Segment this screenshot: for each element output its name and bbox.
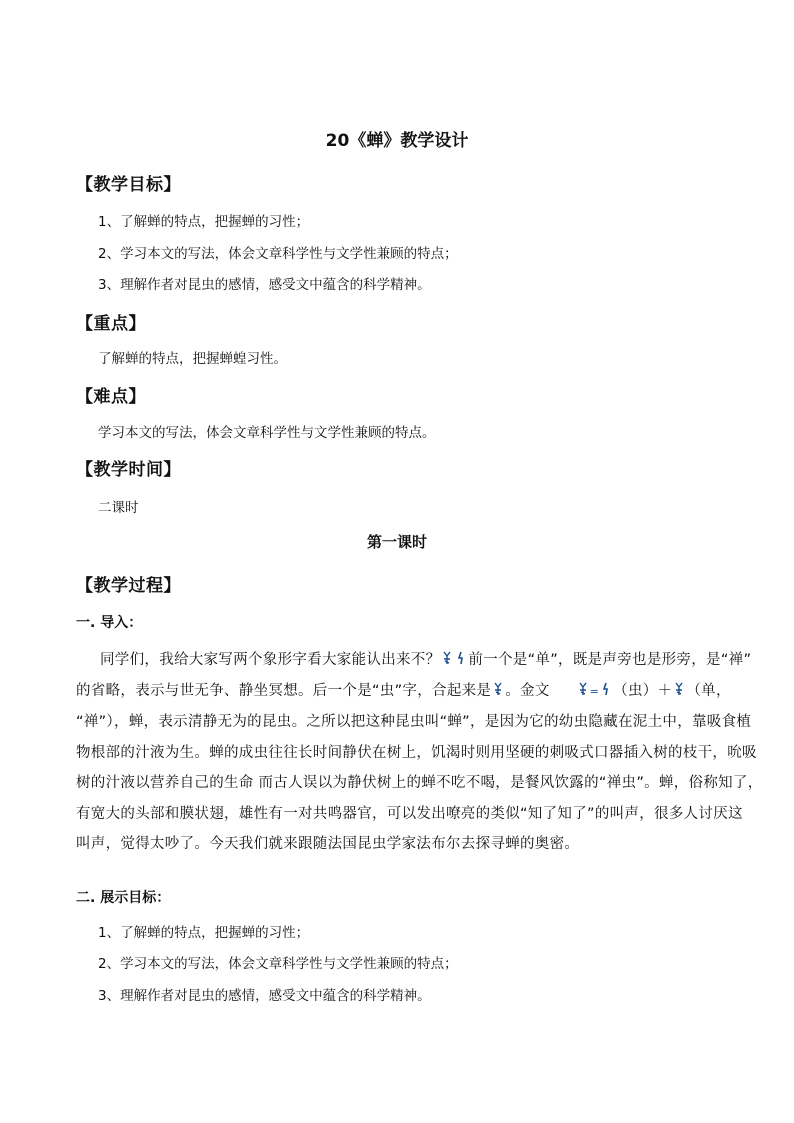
- time-text: 二课时: [98, 500, 139, 516]
- intro-line: 叫声，觉得太吵了。今天我们就来跟随法国昆虫学家法布尔去探寻蝉的奥密。: [76, 836, 580, 852]
- bronze-character-dan-icon: [674, 682, 684, 696]
- difficulty-heading: 【难点】: [76, 387, 146, 407]
- objective-item-1: 1、了解蝉的特点，把握蝉的习性；: [98, 214, 310, 230]
- intro-line: 有宽大的头部和膜状翅，雄性有一对共鸣器官，可以发出嘹亮的类似“知了知了”的叫声，很多人讨厌这: [76, 805, 743, 822]
- document-title: 20《蝉》教学设计: [325, 131, 469, 151]
- intro-line: 的省略，表示与世无争、静坐冥想。后一个是“虫”字，合起来是 。金文 = （虫）＋ （单，: [76, 682, 731, 699]
- oracle-character-chong-icon: [456, 651, 466, 665]
- objectives-heading: 【教学目标】: [76, 175, 181, 195]
- intro-paragraph: [76, 645, 763, 860]
- bronze-character-chan-icon: [578, 682, 588, 696]
- intro-heading: 一. 导入：: [76, 615, 143, 631]
- intro-line: “禅”），蝉，表示清静无为的昆虫。之所以把这种昆虫叫“蝉”，是因为它的幼虫隐藏在泥土中，靠吸食植: [76, 714, 752, 730]
- goals-heading: 二. 展示目标：: [76, 890, 171, 906]
- goal-item-2: 2、学习本文的写法，体会文章科学性与文学性兼顾的特点；: [98, 956, 458, 972]
- oracle-character-chan-icon: [493, 682, 503, 696]
- intro-line: 树的汁液以营养自己的生命 而古人误以为静伏树上的蝉不吃不喝，是餐风饮露的“禅虫”。蝉，俗称知了，: [76, 775, 763, 791]
- difficulty-text: 学习本文的写法，体会文章科学性与文学性兼顾的特点。: [98, 425, 436, 441]
- process-heading: 【教学过程】: [76, 576, 181, 596]
- objective-item-3: 3、理解作者对昆虫的感情，感受文中蕴含的科学精神。: [98, 277, 431, 293]
- goal-item-3: 3、理解作者对昆虫的感情，感受文中蕴含的科学精神。: [98, 988, 431, 1004]
- oracle-character-dan-icon: [442, 651, 452, 665]
- goal-item-1: 1、了解蝉的特点，把握蝉的习性；: [98, 925, 310, 941]
- objective-item-2: 2、学习本文的写法，体会文章科学性与文学性兼顾的特点；: [98, 246, 458, 262]
- time-heading: 【教学时间】: [76, 460, 181, 480]
- key-point-heading: 【重点】: [76, 314, 146, 334]
- intro-line: 同学们，我给大家写两个象形字看大家能认出来不？ 前一个是“单”，既是声旁也是形旁，是“禅”: [100, 652, 752, 668]
- bronze-character-chong-icon: [601, 682, 611, 696]
- key-point-text: 了解蝉的特点，把握蝉蝗习性。: [98, 351, 287, 367]
- lesson-title: 第一课时: [366, 533, 427, 551]
- intro-line: 物根部的汁液为生。蝉的成虫往往长时间静伏在树上，饥渴时则用坚硬的刺吸式口器插入树的枝干，吮吸: [76, 744, 757, 761]
